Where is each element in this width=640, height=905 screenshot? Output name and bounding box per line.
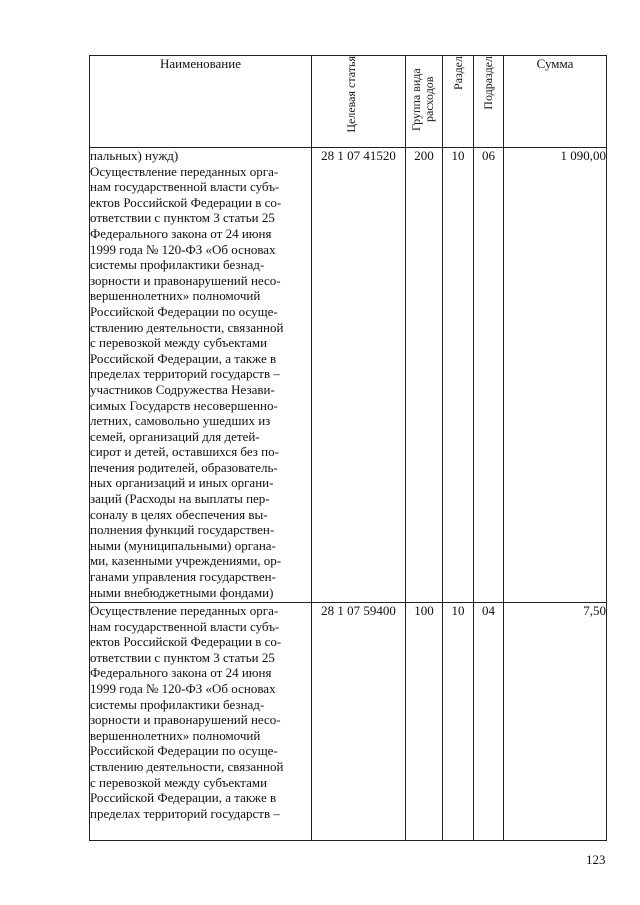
name-line: Российской Федерации, а также в: [90, 350, 277, 366]
name-line: вершеннолетних» полномочий: [90, 727, 261, 743]
name-line: ответствии с пунктом 3 статьи 25: [90, 210, 275, 226]
amount-cell: 7,50: [504, 603, 607, 841]
name-line: летних, самовольно ушедших из: [90, 413, 271, 429]
name-line: ными внебюджетными фондами): [90, 584, 274, 600]
name-line: семей, организаций для детей-: [90, 428, 260, 444]
name-line: ектов Российской Федерации в со-: [90, 194, 282, 210]
header-section: Раздел: [443, 56, 474, 148]
name-line: с перевозкой между субъектами: [90, 335, 268, 351]
name-line: нам государственной власти субъ-: [90, 618, 280, 634]
name-line: 1999 года № 120-ФЗ «Об основах: [90, 680, 276, 696]
name-line: ными (муниципальными) органа-: [90, 537, 276, 553]
name-line: 1999 года № 120-ФЗ «Об основах: [90, 241, 276, 257]
name-line: Осуществление переданных орга-: [90, 163, 279, 179]
header-name: Наименование: [90, 56, 312, 148]
name-line: ствлению деятельности, связанной: [90, 319, 284, 335]
name-line: Российской Федерации по осуще-: [90, 743, 278, 759]
section-cell: 10: [443, 148, 474, 603]
row-name-text: [90, 148, 311, 600]
name-line: заций (Расходы на выплаты пер-: [90, 491, 270, 507]
table-header-row: [90, 56, 607, 148]
name-line: соналу в целях обеспечения вы-: [90, 506, 268, 522]
name-line: с перевозкой между субъектами: [90, 774, 268, 790]
target-item-cell: 28 1 07 41520: [312, 148, 406, 603]
name-line: ектов Российской Федерации в со-: [90, 634, 282, 650]
name-line: участников Содружества Незави-: [90, 381, 275, 397]
name-line: вершеннолетних» полномочий: [90, 288, 261, 304]
name-line: Осуществление переданных орга-: [90, 603, 279, 618]
name-line: ствлению деятельности, связанной: [90, 758, 284, 774]
amount-cell: 1 090,00: [504, 148, 607, 603]
name-line: пределах территорий государств –: [90, 805, 280, 821]
subsection-cell: 04: [474, 603, 504, 841]
header-expense-group: Группа вида расходов: [406, 56, 443, 148]
expense-group-cell: 200: [406, 148, 443, 603]
name-line: системы профилактики безнад-: [90, 696, 265, 712]
name-line: Российской Федерации, а также в: [90, 790, 277, 806]
expense-group-cell: 100: [406, 603, 443, 841]
name-line: сирот и детей, оставшихся без по-: [90, 444, 279, 460]
name-line: симых Государств несовершенно-: [90, 397, 278, 413]
name-line: Российской Федерации по осуще-: [90, 303, 278, 319]
header-target-item: Целевая статья: [312, 56, 406, 148]
name-line: ответствии с пунктом 3 статьи 25: [90, 649, 275, 665]
name-line: нам государственной власти субъ-: [90, 179, 280, 195]
name-line: ганами управления государствен-: [90, 569, 276, 585]
name-line: печения родителей, образователь-: [90, 459, 278, 475]
budget-table: [89, 55, 607, 841]
name-line: Федерального закона от 24 июня: [90, 225, 272, 241]
name-line: пальных) нужд): [90, 148, 179, 163]
row-name-text: [90, 603, 311, 821]
row-name-cell: [90, 148, 312, 603]
table-row: [90, 603, 607, 841]
name-line: зорности и правонарушений несо-: [90, 272, 281, 288]
target-item-cell: 28 1 07 59400: [312, 603, 406, 841]
section-cell: 10: [443, 603, 474, 841]
name-line: ми, казенными учреждениями, ор-: [90, 553, 282, 569]
table-row: [90, 148, 607, 603]
page-number: 123: [586, 852, 606, 867]
row-name-cell: [90, 603, 312, 841]
name-line: Федерального закона от 24 июня: [90, 665, 272, 681]
subsection-cell: 06: [474, 148, 504, 603]
header-subsection: Подраздел: [474, 56, 504, 148]
header-amount: Сумма: [504, 56, 607, 148]
name-line: системы профилактики безнад-: [90, 257, 265, 273]
name-line: полнения функций государствен-: [90, 522, 275, 538]
name-line: зорности и правонарушений несо-: [90, 712, 281, 728]
name-line: пределах территорий государств –: [90, 366, 280, 382]
name-line: ных организаций и иных органи-: [90, 475, 274, 491]
